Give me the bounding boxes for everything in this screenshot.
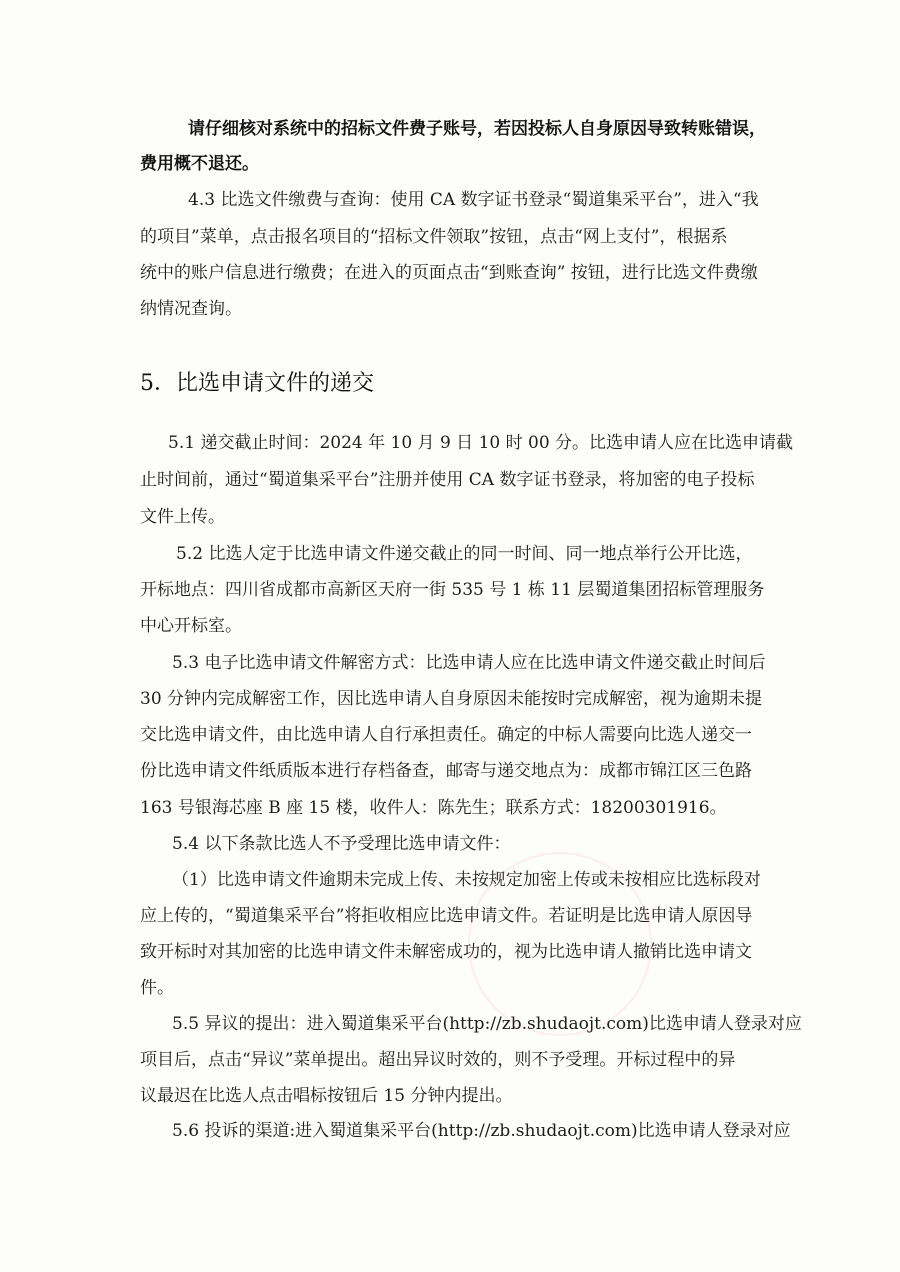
clause-5-1-line-1: 5.1 递交截止时间：2024 年 10 月 9 日 10 时 00 分。比选申请人应在比选申请截 [168,433,794,453]
clause-4-3-line-1: 4.3 比选文件缴费与查询：使用 CA 数字证书登录“蜀道集采平台”，进入“我 [188,190,759,210]
clause-5-3-line-1: 5.3 电子比选申请文件解密方式：比选申请人应在比选申请文件递交截止时间后 [172,653,766,673]
clause-5-2-line-3: 中心开标室。 [140,616,242,636]
clause-5-3-line-4: 份比选申请文件纸质版本进行存档备查，邮寄与递交地点为：成都市锦江区三色路 [140,761,752,781]
clause-5-1-line-2: 止时间前，通过“蜀道集采平台”注册并使用 CA 数字证书登录，将加密的电子投标 [140,470,755,490]
clause-4-3-line-3: 统中的账户信息进行缴费；在进入的页面点击“到账查询” 按钮，进行比选文件费缴 [140,263,758,283]
clause-4-3-line-4: 纳情况查询。 [140,299,242,319]
clause-5-4-1-line-3: 致开标时对其加密的比选申请文件未解密成功的，视为比选申请人撤销比选申请文 [140,942,752,962]
clause-4-3-line-2: 的项目”菜单，点击报名项目的“招标文件领取”按钮，点击“网上支付”，根据系 [140,227,728,247]
clause-5-5-line-2: 项目后，点击“异议”菜单提出。超出异议时效的，则不予受理。开标过程中的异 [140,1050,736,1070]
clause-5-3-line-5: 163 号银海芯座 B 座 15 楼，收件人：陈先生；联系方式：18200301916。 [140,798,727,818]
clause-5-3-line-2: 30 分钟内完成解密工作，因比选申请人自身原因未能按时完成解密，视为逾期未提 [140,689,763,709]
clause-5-3-line-3: 交比选申请文件，由比选申请人自行承担责任。确定的中标人需要向比选人递交一 [140,725,752,745]
clause-5-1-line-3: 文件上传。 [140,507,225,527]
fee-notice-line-2: 费用概不退还。 [140,154,259,174]
clause-5-4-line-1: 5.4 以下条款比选人不予受理比选申请文件： [172,834,511,854]
clause-5-4-1-line-2: 应上传的，“蜀道集采平台”将拒收相应比选申请文件。若证明是比选申请人原因导 [140,906,753,926]
clause-5-5-line-3: 议最迟在比选人点击唱标按钮后 15 分钟内提出。 [140,1086,513,1106]
clause-5-2-line-1: 5.2 比选人定于比选申请文件递交截止的同一时间、同一地点举行公开比选， [176,544,753,564]
clause-5-4-1-line-1: （1）比选申请文件逾期未完成上传、未按规定加密上传或未按相应比选标段对 [172,870,761,890]
clause-5-2-line-2: 开标地点：四川省成都市高新区天府一街 535 号 1 栋 11 层蜀道集团招标管理服务 [140,580,765,600]
clause-5-4-1-line-4: 件。 [140,978,174,998]
clause-5-6-line-1: 5.6 投诉的渠道:进入蜀道集采平台(http://zb.shudaojt.com)比选申请人登录对应 [172,1121,791,1141]
clause-5-5-line-1: 5.5 异议的提出：进入蜀道集采平台(http://zb.shudaojt.com)比选申请人登录对应 [172,1014,802,1034]
fee-notice-line-1: 请仔细核对系统中的招标文件费子账号，若因投标人自身原因导致转账错误， [188,119,766,139]
section-heading: 5．比选申请文件的递交 [140,371,374,396]
